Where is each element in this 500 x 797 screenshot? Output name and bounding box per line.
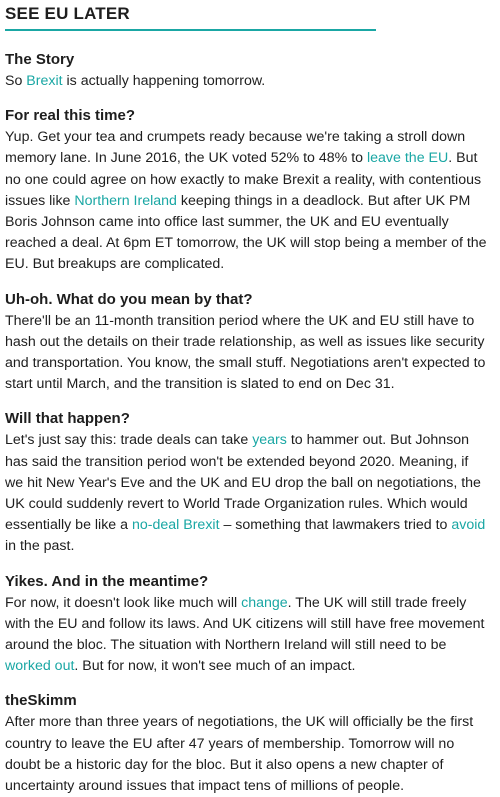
paragraph-text: – something that lawmakers tried to (219, 517, 452, 534)
section-paragraph (5, 127, 490, 275)
paragraph-text: For now, it doesn't look like much will (5, 594, 242, 611)
article-body (5, 50, 490, 797)
paragraph-text: . The UK will still trade freely with the EU and follow its laws. And UK citizens will still have free movement around the bloc. The situation with Northern Ireland will still need to be (5, 594, 485, 654)
section-heading: The Story (5, 51, 75, 68)
inline-link[interactable]: no-deal Brexit (131, 517, 220, 534)
paragraph-text: in the past. (5, 538, 75, 555)
inline-link[interactable]: leave the EU (367, 150, 449, 167)
section-paragraph (5, 593, 490, 678)
article-section (5, 572, 490, 678)
section-heading: Uh-oh. What do you mean by that? (5, 290, 253, 308)
article-section (5, 50, 490, 92)
paragraph-text: is actually happening tomorrow. (62, 73, 266, 89)
inline-link[interactable]: years (252, 432, 287, 449)
section-paragraph (5, 71, 490, 92)
section-heading: theSkimm (5, 692, 77, 710)
section-heading: Will that happen? (5, 410, 130, 428)
paragraph-text: keeping things in a deadlock. But after UK PM Boris Johnson came into office last summer, the UK and EU eventually reached a deal. At 6pm ET tomorrow, the UK will stop being a member of the EU. But breakups are complicated. (5, 192, 487, 273)
section-paragraph (5, 712, 490, 797)
paragraph-text: There'll be an 11-month transition period where the UK and EU still have to hash out the details on their trade relationship, as well as issues like security and transportation. You know, the small stuff. Negotiations aren't expected to start until March, and the transition is slated to end on Dec 31. (5, 312, 486, 393)
paragraph-text: Yup. Get your tea and crumpets ready because we're taking a stroll down memory lane. In June 2016, the UK voted 52% to 48% to (5, 129, 466, 167)
paragraph-text: to hammer out. But Johnson has said the transition period won't be extended beyond 2020. Meaning, if we hit New Year's Eve and the UK and EU drop the ball on negotiations, the UK could suddenly revert to World Trade Organization rules. Which would essentially be like a (5, 432, 481, 534)
inline-link[interactable]: worked out (5, 658, 75, 675)
section-heading: Yikes. And in the meantime? (5, 572, 209, 590)
paragraph-text: So (5, 73, 27, 89)
inline-link[interactable]: Northern Ireland (74, 192, 177, 209)
inline-link[interactable]: change (241, 594, 288, 611)
article-section (5, 409, 490, 557)
article-section (5, 290, 490, 396)
article-section (5, 691, 490, 797)
paragraph-text: . But for now, it won't see much of an impact. (74, 658, 356, 675)
page-title: SEE EU LATER (5, 4, 130, 23)
title-underline (5, 29, 376, 31)
inline-link[interactable]: avoid (451, 517, 486, 534)
section-paragraph (5, 430, 490, 557)
paragraph-text: After more than three years of negotiations, the UK will officially be the first country to leave the EU after 47 years of membership. Tomorrow will no doubt be a historic day for the bloc. But it also opens a new chapter of uncertainty around issues that impact tens of millions of people. (5, 714, 474, 795)
article-header (5, 4, 490, 32)
article-section (5, 106, 490, 275)
section-paragraph (5, 311, 490, 396)
paragraph-text: . But no one could agree on how exactly to make Brexit a reality, with contentious issues like (5, 150, 482, 209)
inline-link[interactable]: Brexit (26, 73, 63, 89)
section-heading: For real this time? (5, 107, 136, 125)
paragraph-text: Let's just say this: trade deals can take (5, 432, 253, 449)
